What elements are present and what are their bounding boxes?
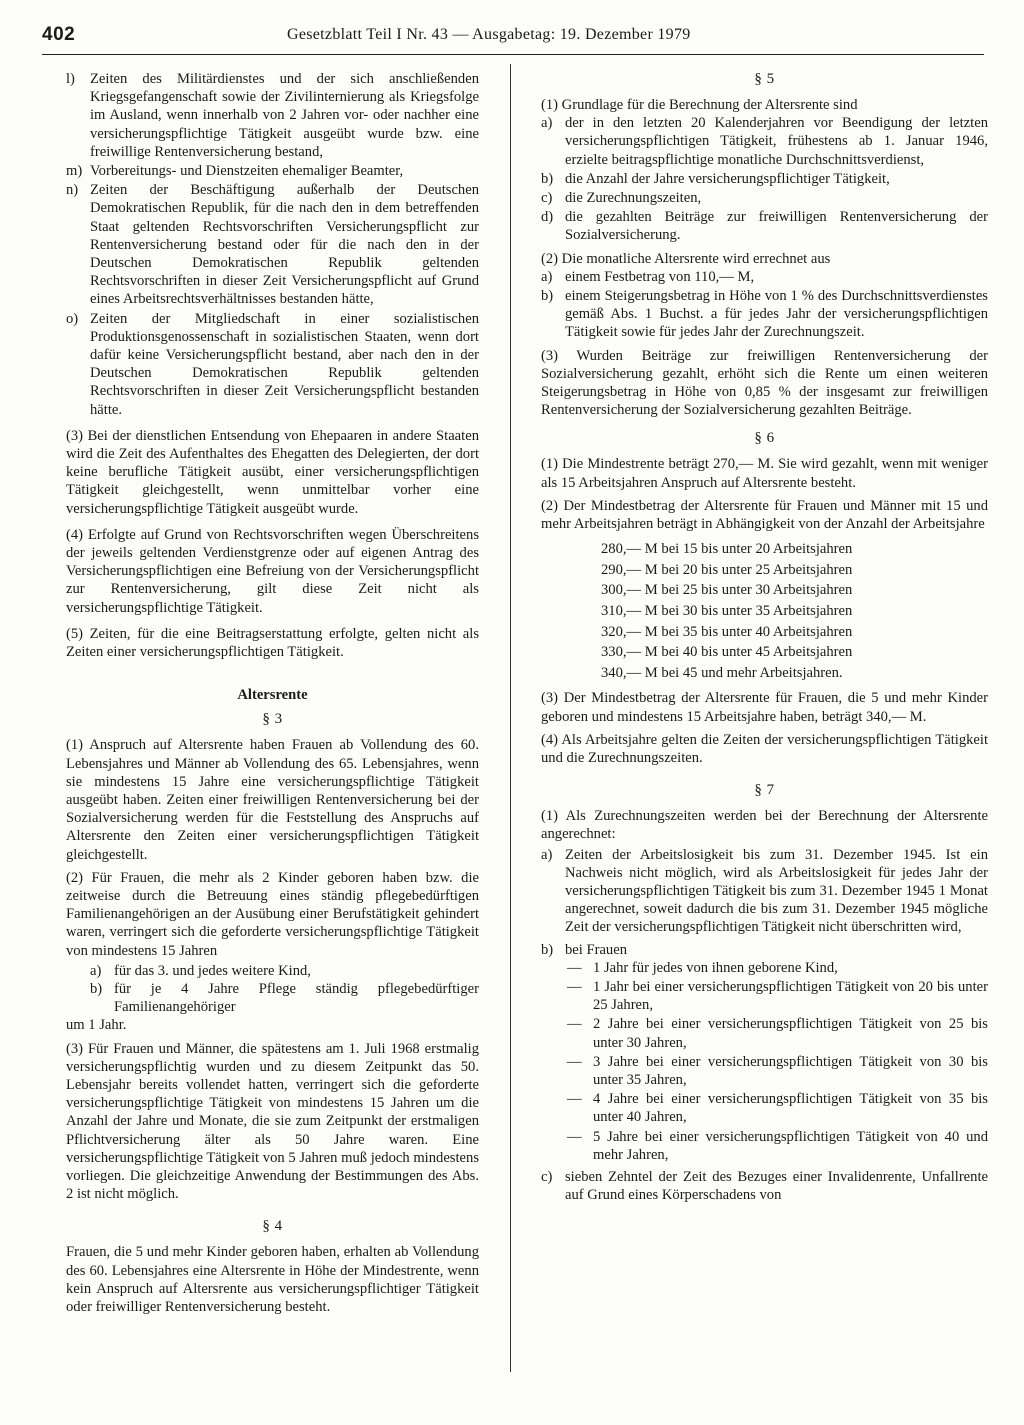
list-item-text: Zeiten der Mitgliedschaft in einer sozialistischen Produktionsgenossenschaft in sozialistischen Staaten, wenn dort dafür keine Versicherungspflicht bestand, aber nach den in der Deutschen Demokratischen Republik geltenden Rechtsvorschriften in dieser Zeit Versicherungspflicht bestanden hätte.	[90, 310, 479, 418]
list-marker: a)	[90, 962, 102, 979]
list-marker: m)	[66, 163, 83, 180]
paragraph-5: (5) Zeiten, für die eine Beitragserstattung erfolgte, gelten nicht als Zeiten einer versicherungspflichtigen Tätigkeit.	[66, 625, 479, 661]
list-item-text: die Zurechnungszeiten,	[565, 190, 702, 207]
list-marker: b)	[541, 288, 554, 305]
amount-line: 340,— M bei 45 und mehr Arbeitsjahren.	[601, 664, 843, 681]
section-7-item-c	[541, 1168, 988, 1204]
list-marker: d)	[541, 209, 554, 226]
amount-line: 290,— M bei 20 bis unter 25 Arbeitsjahren	[601, 561, 853, 578]
list-item-text: sieben Zehntel der Zeit des Bezuges einer Invalidenrente, Unfallrente auf Grund eines Körperschadens von	[565, 1169, 988, 1204]
section-6-paragraph-1: (1) Die Mindestrente beträgt 270,— M. Sie wird gezahlt, wenn mit weniger als 15 Arbeitsjahren Anspruch auf Altersrente besteht.	[541, 456, 988, 491]
amount-line: 330,— M bei 40 bis unter 45 Arbeitsjahren	[601, 644, 853, 661]
amount-line: 280,— M bei 15 bis unter 20 Arbeitsjahren	[601, 541, 853, 558]
list-item-text: bei Frauen	[565, 941, 628, 958]
section-5-paragraph-3: (3) Wurden Beiträge zur freiwilligen Rentenversicherung der Sozialversicherung gezahlt, erhöht sich die Rente um einen weiteren Steigerungsbetrag in Höhe von 0,85 % der insgesamt zur freiwilligen Rentenversicherung der Sozialversicherung gezahlten Beiträge.	[541, 347, 988, 419]
list-item-m	[66, 162, 479, 180]
dash-marker: —	[567, 1128, 582, 1145]
section-3-paragraph-1: (1) Anspruch auf Altersrente haben Frauen ab Vollendung des 60. Lebensjahres und Männer ab Vollendung des 65. Lebensjahres, wenn sie mindestens 15 Jahre eine versicherungspflichtige Tätigkeit ausgeübt haben. Zeiten einer freiwilligen Rentenversicherung bei der Sozialversicherung werden für die Feststellung des Anspruchs auf Altersrente den Zeiten einer versicherungspflichtigen Tätigkeit gleichgestellt.	[66, 737, 479, 863]
list-item-text: 4 Jahre bei einer versicherungspflichtigen Tätigkeit von 35 bis unter 40 Jahren,	[593, 1091, 988, 1126]
list-item-text: einem Steigerungsbetrag in Höhe von 1 % des Durchschnittsverdienstes gemäß Abs. 1 Buchst. a für jedes Jahr der versicherungspflichtigen Tätigkeit sowie für jedes Jahr der Zurechnungszeit.	[565, 288, 988, 341]
dash-item	[541, 1053, 988, 1089]
list-item-text: die gezahlten Beiträge zur freiwilligen Rentenversicherung der Sozialversicherung.	[565, 209, 988, 244]
list-marker: o)	[66, 310, 79, 327]
section-7-heading: § 7	[754, 782, 775, 799]
dash-marker: —	[567, 979, 582, 996]
list-marker: a)	[541, 115, 553, 132]
list-item-o	[66, 310, 479, 419]
list-item-text: für das 3. und jedes weitere Kind,	[114, 962, 311, 979]
list-item-l	[66, 70, 479, 161]
page-header	[42, 20, 984, 55]
list-item-text: die Anzahl der Jahre versicherungspflichtiger Tätigkeit,	[565, 170, 890, 187]
amount-line: 310,— M bei 30 bis unter 35 Arbeitsjahren	[601, 603, 853, 620]
section-7-paragraph-1: (1) Als Zurechnungszeiten werden bei der Berechnung der Altersrente angerechnet:	[541, 808, 988, 843]
section-3-paragraph-2: (2) Für Frauen, die mehr als 2 Kinder geboren haben bzw. die zeitweise durch die Betreuung eines ständig pflegebedürftigen Familienangehörigen an der Ausübung einer Berufstätigkeit gehindert waren, verringert sich die geforderte versicherungspflichtige Tätigkeit von mindestens 15 Jahren	[66, 869, 479, 959]
section-6-heading: § 6	[754, 430, 775, 447]
page-number: 402	[42, 24, 76, 45]
section-5-item-b	[541, 170, 988, 188]
list-item-text: 1 Jahr bei einer versicherungspflichtigen Tätigkeit von 20 bis unter 25 Jahren,	[593, 979, 988, 1014]
section-3-paragraph-3: (3) Für Frauen und Männer, die spätestens am 1. Juli 1968 erstmalig versicherungspflichtig wurden und zu diesem Zeitpunkt das 50. Lebensjahr bereits vollendet hatten, verringert sich die geforderte versicherungspflichtige Tätigkeit von mindestens 15 Jahren um die Anzahl der Jahre und Monate, die sie zum Zeitpunkt der erstmaligen Pflichtversicherung älter als 50 Jahre waren. Eine versicherungspflichtige Tätigkeit von 5 Jahren muß jedoch mindestens vorliegen. Die gleichzeitige Anwendung der Bestimmungen des Abs. 2 ist nicht möglich.	[66, 1040, 479, 1203]
list-item-text: 3 Jahre bei einer versicherungspflichtigen Tätigkeit von 30 bis unter 35 Jahren,	[593, 1053, 988, 1089]
section-5-paragraph-2: (2) Die monatliche Altersrente wird errechnet aus	[541, 250, 831, 267]
section-6-paragraph-3: (3) Der Mindestbetrag der Altersrente für Frauen, die 5 und mehr Kinder geboren und mindestens 15 Arbeitsjahre haben, beträgt 340,— M.	[541, 690, 988, 725]
dash-marker: —	[567, 1053, 582, 1070]
list-item-n	[66, 181, 479, 308]
list-item-text: Vorbereitungs- und Dienstzeiten ehemaliger Beamter,	[90, 163, 404, 180]
list-item-text: für je 4 Jahre Pflege ständig pflegebedürftiger Familienangehöriger	[114, 980, 479, 1016]
section-7-item-a	[541, 846, 988, 937]
list-item-text: Zeiten der Arbeitslosigkeit bis zum 31. Dezember 1945. Ist ein Nachweis nicht möglich, wird als Arbeitslosigkeit für jedes Jahr der versicherungspflichtigen Tätigkeit bis zum 31. Dezember 1945 1 Monat angerechnet, soweit dadurch die bis zum 31. Dezember 1945 mögliche Zeit der versicherungspflichtigen Tätigkeit nicht überschritten wird,	[565, 846, 988, 936]
dash-item	[541, 1090, 988, 1126]
section-5-paragraph-1: (1) Grundlage für die Berechnung der Altersrente sind	[541, 97, 858, 113]
dash-item	[541, 978, 988, 1014]
dash-item	[541, 959, 988, 977]
list-item-text: der in den letzten 20 Kalenderjahren vor Beendigung der letzten versicherungspflichtigen Tätigkeit, frühestens ab 1. Januar 1946, erzielte beitragspflichtige monatliche Durchschnittsverdienst,	[565, 115, 988, 168]
list-marker: b)	[541, 170, 554, 187]
header-title: Gesetzblatt Teil I Nr. 43 — Ausgabetag: 19. Dezember 1979	[287, 26, 691, 43]
paragraph-4: (4) Erfolgte auf Grund von Rechtsvorschriften wegen Überschreitens der jeweils geltenden Verdienstgrenze oder auf eigenen Antrag des Versicherungspflichtigen eine Befreiung von der Versicherungspflicht zur Rentenversicherung, gilt diese Zeit nicht als versicherungspflichtige Tätigkeit.	[66, 526, 479, 616]
list-marker: c)	[541, 1169, 553, 1186]
section-5-item-a	[541, 114, 988, 169]
section-7-item-b	[541, 941, 988, 959]
dash-item	[541, 1128, 988, 1164]
column-divider	[510, 64, 511, 1372]
list-marker: n)	[66, 182, 79, 199]
left-column	[66, 70, 479, 1316]
section-3-tail: um 1 Jahr.	[66, 1017, 127, 1034]
heading-altersrente: Altersrente	[237, 687, 308, 704]
list-marker: a)	[541, 846, 553, 863]
section-6-paragraph-2: (2) Der Mindestbetrag der Altersrente für Frauen und Männer mit 15 und mehr Arbeitsjahren beträgt in Abhängigkeit von der Anzahl der Arbeitsjahre	[541, 497, 988, 533]
amount-line: 300,— M bei 25 bis unter 30 Arbeitsjahren	[601, 582, 853, 599]
dash-marker: —	[567, 1016, 582, 1033]
section-3-item-b	[66, 980, 479, 1016]
list-marker: a)	[541, 268, 553, 285]
paragraph-3: (3) Bei der dienstlichen Entsendung von Ehepaaren in andere Staaten wird die Zeit des Aufenthaltes des Ehegatten des Delegierten, der dort keine berufliche Tätigkeit ausübt, einer versicherungspflichtigen Tätigkeit gleichgestellt, wenn unmittelbar vorher eine versicherungspflichtige Tätigkeit ausgeübt wurde.	[66, 427, 479, 517]
list-marker: c)	[541, 190, 553, 207]
section-5-item-d	[541, 208, 988, 244]
list-item-text: 2 Jahre bei einer versicherungspflichtigen Tätigkeit von 25 bis unter 30 Jahren,	[593, 1016, 988, 1051]
amount-line: 320,— M bei 35 bis unter 40 Arbeitsjahren	[601, 623, 853, 640]
section-6-paragraph-4: (4) Als Arbeitsjahre gelten die Zeiten der versicherungspflichtigen Tätigkeit und die Zurechnungszeiten.	[541, 731, 988, 767]
section-3-item-a	[66, 962, 479, 980]
section-4-heading: § 4	[262, 1218, 283, 1235]
list-item-text: 5 Jahre bei einer versicherungspflichtigen Tätigkeit von 40 und mehr Jahren,	[593, 1128, 988, 1163]
dash-marker: —	[567, 1091, 582, 1108]
dash-item	[541, 1015, 988, 1051]
section-4-paragraph: Frauen, die 5 und mehr Kinder geboren haben, erhalten ab Vollendung des 60. Lebensjahres eine Altersrente in Höhe der Mindestrente, wenn kein Anspruch auf Altersrente aus versicherungspflichtiger Tätigkeit oder freiwilliger Rentenversicherung besteht.	[66, 1244, 479, 1315]
right-column	[541, 70, 988, 1205]
list-marker: l)	[66, 71, 75, 87]
section-5-item-c	[541, 189, 988, 207]
list-marker: b)	[90, 980, 103, 997]
section-5-heading: § 5	[754, 71, 775, 87]
list-marker: b)	[541, 941, 554, 958]
section-5-2-item-b	[541, 287, 988, 342]
dash-marker: —	[567, 959, 582, 976]
section-5-2-item-a	[541, 268, 988, 286]
list-item-text: Zeiten des Militärdienstes und der sich anschließenden Kriegsgefangenschaft sowie der Zivilinternierung als Kriegsfolge im Ausland, wenn innerhalb von 2 Jahren vor- oder nachher eine versicherungspflichtige Tätigkeit ausgeübt wurde bzw. eine freiwillige Rentenversicherung bestand,	[90, 71, 479, 160]
section-3-heading: § 3	[262, 711, 283, 728]
minimum-amount-list	[601, 539, 988, 683]
list-item-text: einem Festbetrag von 110,— M,	[565, 268, 755, 285]
list-item-text: Zeiten der Beschäftigung außerhalb der Deutschen Demokratischen Republik, für die nach den in dem betreffenden Staat geltenden Rechtsvorschriften Versicherungspflicht zur Rentenversicherung bestand oder für die nach den in der Deutschen Demokratischen Republik geltenden Rechtsvorschriften in dieser Zeit Versicherungspflicht auf Grund eines Arbeitsrechtsverhältnisses bestanden hätte,	[90, 182, 479, 308]
list-item-text: 1 Jahr für jedes von ihnen geborene Kind,	[593, 959, 838, 976]
